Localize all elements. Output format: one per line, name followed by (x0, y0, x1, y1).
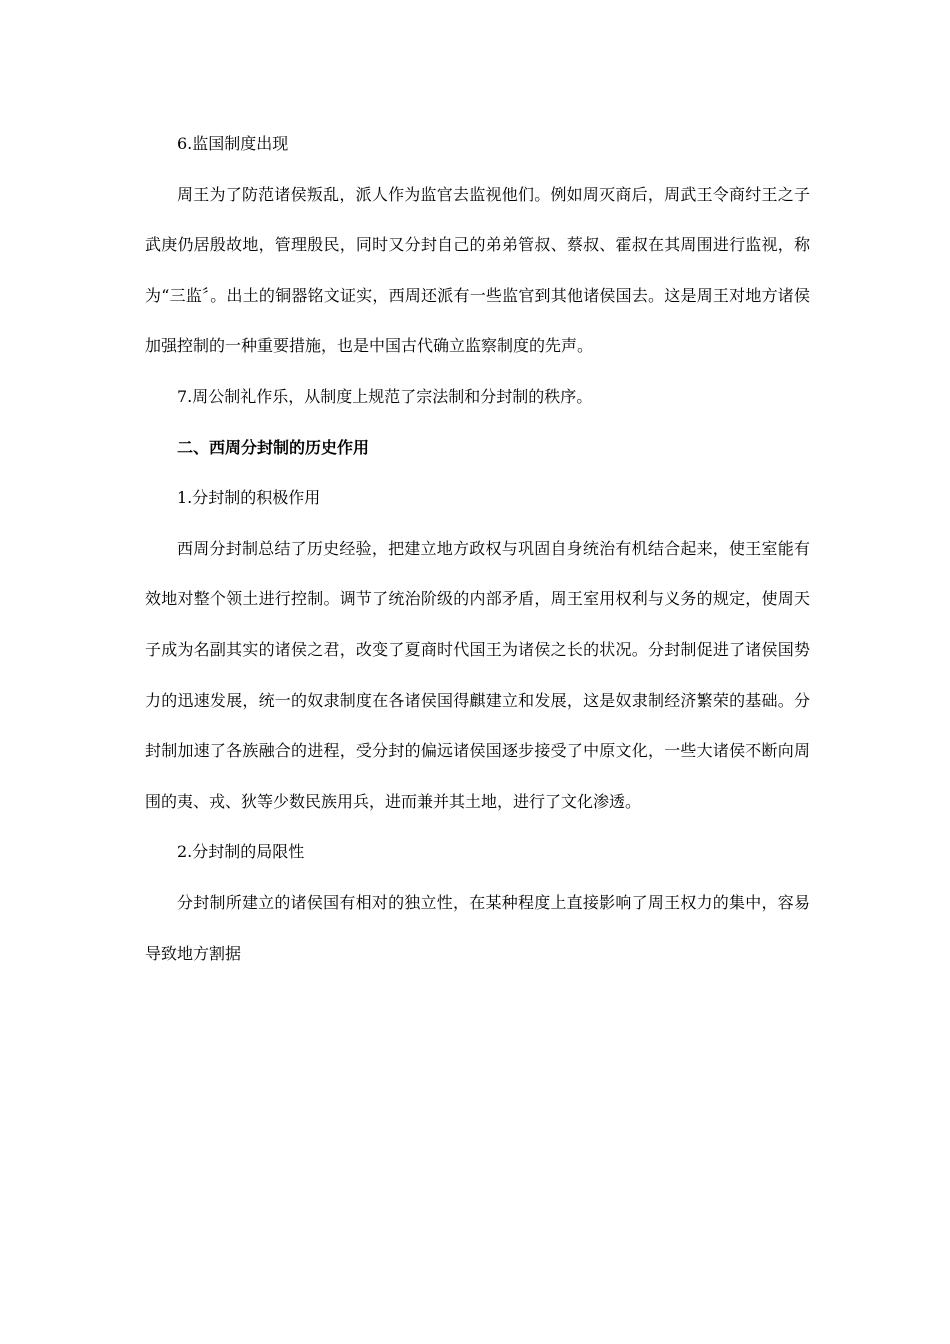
part-2-heading: 二、西周分封制的历史作用 (177, 437, 370, 457)
limitations-heading: 2.分封制的局限性 (177, 842, 305, 862)
section-6-body: 周王为了防范诸侯叛乱，派人作为监官去监视他们。例如周灭商后，周武王令商纣王之子武庚仍居殷故地，管理殷民，同时又分封自己的弟弟管叔、蔡叔、霍叔在其周围进行监视，称为“三监〞。出土的铜器铭文证实，西周还派有一些监官到其他诸侯国去。这是周王对地方诸侯加强控制的一种重要措施，也是中国古代确立监察制度的先声。 (145, 184, 810, 356)
positive-effects-heading: 1.分封制的积极作用 (177, 488, 321, 508)
limitations-body: 分封制所建立的诸侯国有相对的独立性，在某种程度上直接影响了周王权力的集中，容易导致地方割据 (145, 892, 810, 963)
section-6-heading: 6.监国制度出现 (177, 134, 289, 153)
document-page (145, 119, 810, 979)
section-7-heading: 7.周公制礼作乐，从制度上规范了宗法制和分封制的秩序。 (177, 386, 593, 406)
positive-effects-body: 西周分封制总结了历史经验，把建立地方政权与巩固自身统治有机结合起来，使王室能有效地对整个领土进行控制。调节了统治阶级的内部矛盾，周王室用权利与义务的规定，使周天子成为名副其实的诸侯之君，改变了夏商时代国王为诸侯之长的状况。分封制促进了诸侯国势力的迅速发展，统一的奴隶制度在各诸侯国得麒建立和发展，这是奴隶制经济繁荣的基础。分封制加速了各族融合的进程，受分封的偏远诸侯国逐步接受了中原文化，一些大诸侯不断向周围的夷、戎、狄等少数民族用兵，进而兼并其土地，进行了文化渗透。 (145, 538, 810, 811)
